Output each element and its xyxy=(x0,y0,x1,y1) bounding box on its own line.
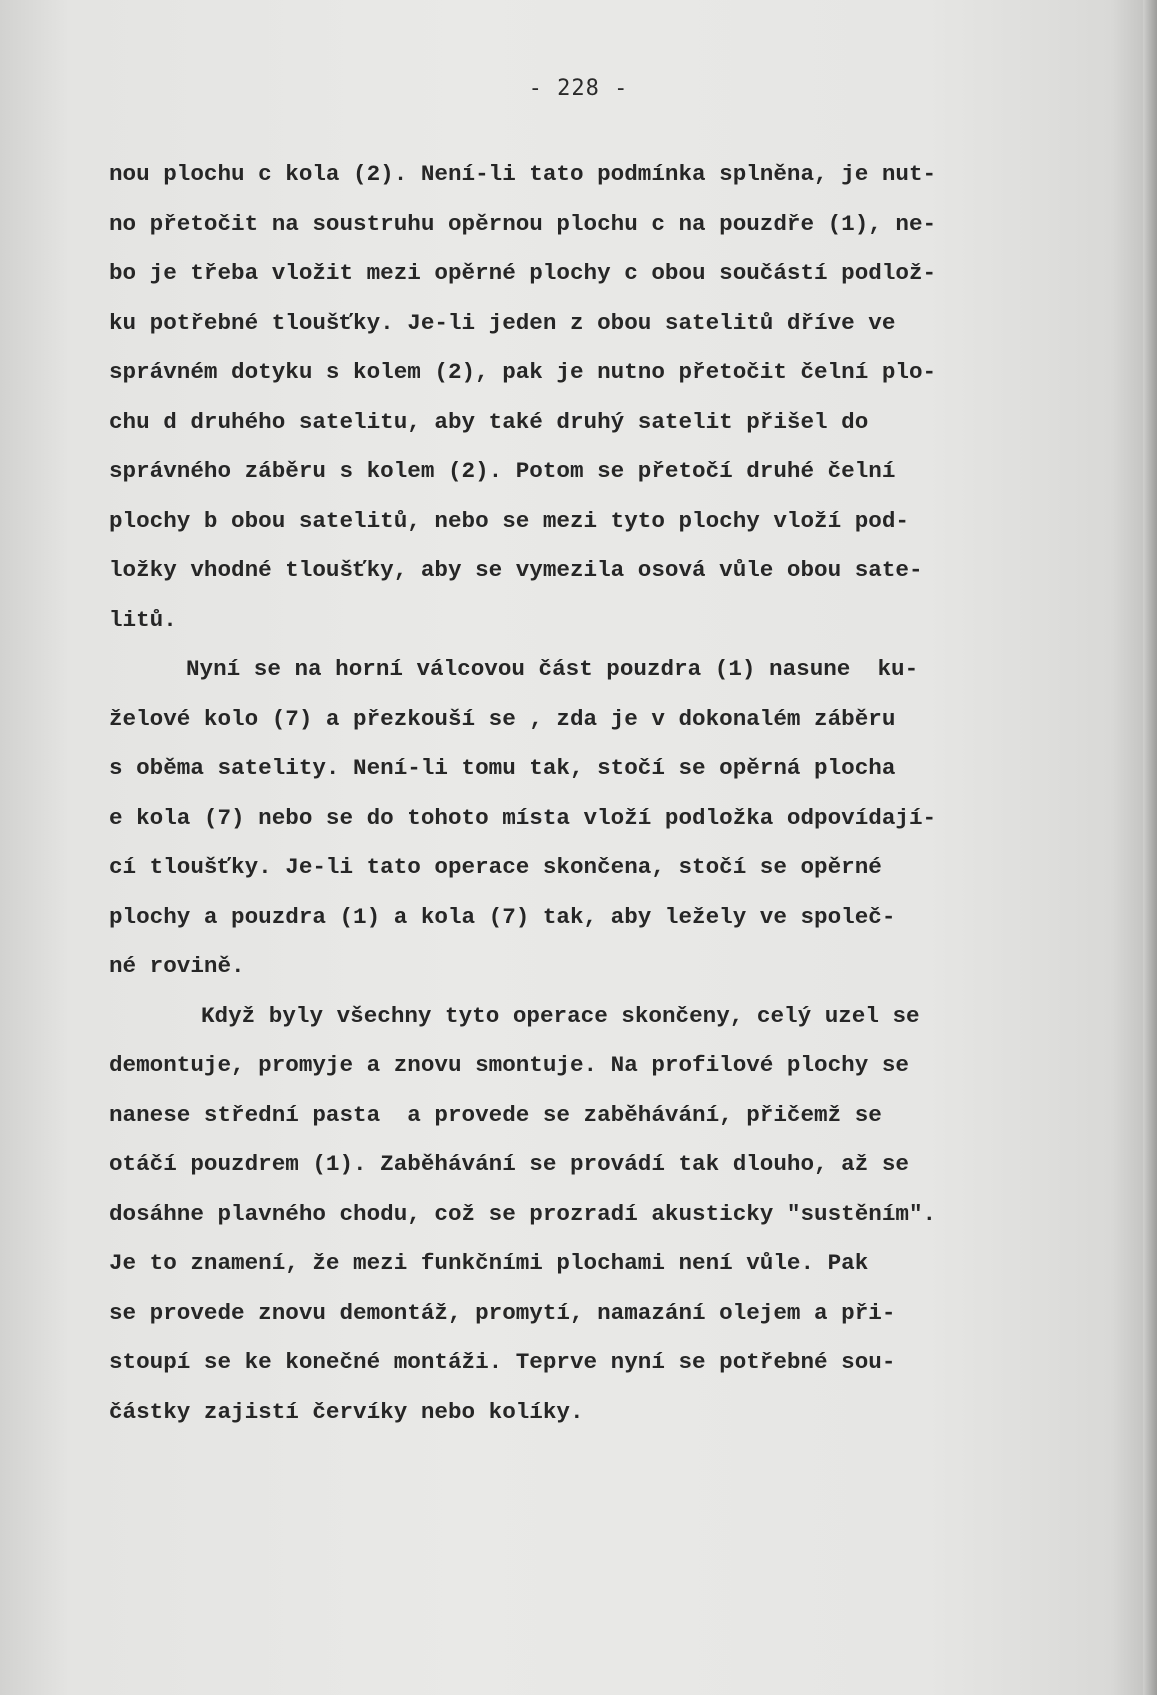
text-line: ku potřebné tloušťky. Je-li jeden z obou satelitů dříve ve xyxy=(109,309,896,336)
text-line: ložky vhodné tloušťky, aby se vymezila osová vůle obou sate- xyxy=(109,557,923,583)
text-line: Nyní se na horní válcovou část pouzdra (1) nasune ku- xyxy=(186,656,919,682)
text-line: správného záběru s kolem (2). Potom se přetočí druhé čelní xyxy=(109,458,896,484)
text-line: litů. xyxy=(109,606,177,633)
text-line: s oběma satelity. Není-li tomu tak, stočí se opěrná plocha xyxy=(109,755,896,781)
text-line: se provede znovu demontáž, promytí, namazání olejem a při- xyxy=(109,1299,896,1326)
text-line: dosáhne plavného chodu, což se prozradí akusticky "sustěním". xyxy=(109,1200,937,1227)
text-line: plochy a pouzdra (1) a kola (7) tak, aby ležely ve společ- xyxy=(109,903,896,930)
body-text xyxy=(109,150,1049,1437)
text-line: demontuje, promyje a znovu smontuje. Na profilové plochy se xyxy=(109,1052,909,1078)
text-line: chu d druhého satelitu, aby také druhý satelit přišel do xyxy=(109,408,869,435)
page-edge-shadow xyxy=(1143,0,1157,1695)
text-line: nanese střední pasta a provede se zaběhávání, přičemž se xyxy=(109,1101,882,1128)
paragraph xyxy=(109,150,1049,645)
text-line: stoupí se ke konečné montáži. Teprve nyní se potřebné sou- xyxy=(109,1349,896,1375)
paragraph xyxy=(109,992,1049,1438)
text-line: né rovině. xyxy=(109,953,245,979)
text-line: částky zajistí červíky nebo kolíky. xyxy=(109,1398,584,1425)
text-line: otáčí pouzdrem (1). Zaběhávání se provádí tak dlouho, až se xyxy=(109,1151,909,1177)
text-line: Je to znamení, že mezi funkčními plochami není vůle. Pak xyxy=(109,1250,869,1276)
text-line: Když byly všechny tyto operace skončeny, celý uzel se xyxy=(201,1002,920,1029)
text-line: správném dotyku s kolem (2), pak je nutno přetočit čelní plo- xyxy=(109,359,937,385)
text-line: nou plochu c kola (2). Není-li tato podmínka splněna, je nut- xyxy=(109,161,937,187)
text-line: želové kolo (7) a přezkouší se , zda je v dokonalém záběru xyxy=(109,705,896,732)
text-line: plochy b obou satelitů, nebo se mezi tyto plochy vloží pod- xyxy=(109,507,909,534)
text-line: bo je třeba vložit mezi opěrné plochy c obou součástí podlož- xyxy=(109,260,937,286)
text-line: cí tloušťky. Je-li tato operace skončena, stočí se opěrné xyxy=(109,854,882,880)
paragraph xyxy=(109,645,1049,992)
page-number: - 228 - xyxy=(528,76,629,101)
text-line: no přetočit na soustruhu opěrnou plochu c na pouzdře (1), ne- xyxy=(109,210,937,237)
text-line: e kola (7) nebo se do tohoto místa vloží podložka odpovídají- xyxy=(109,804,937,831)
